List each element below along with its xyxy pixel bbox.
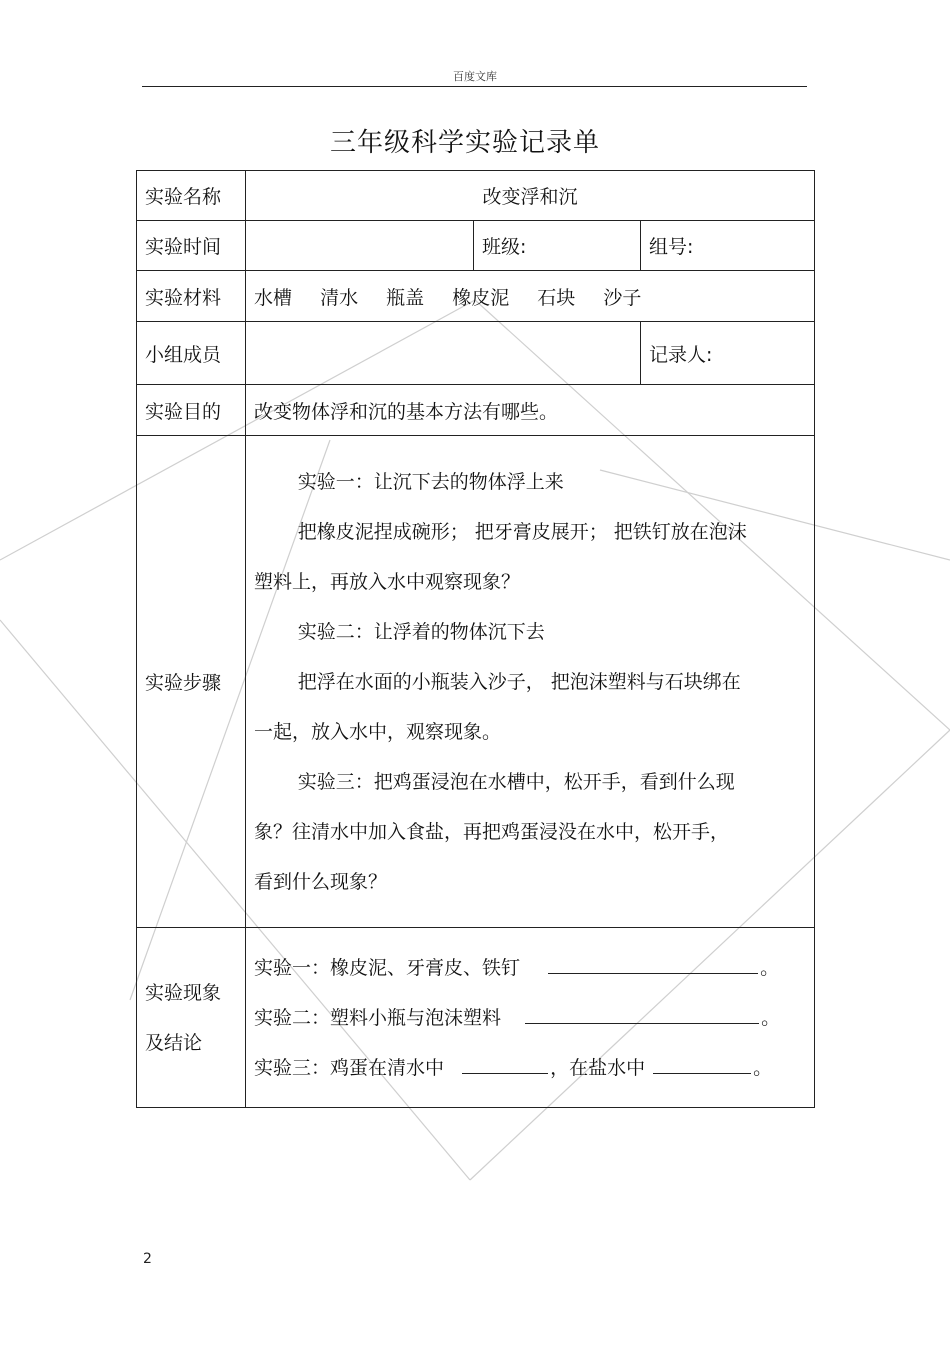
result-exp1 — [254, 943, 806, 993]
step-exp3-body-end: 看到什么现象？ — [254, 870, 388, 893]
page-number: 2 — [143, 1251, 152, 1267]
row-purpose — [137, 385, 815, 436]
label-experiment-name: 实验名称 — [137, 171, 246, 221]
step-exp2-body: 把浮在水面的小瓶装入沙子， 把泡沫塑料与石块绑在 — [297, 670, 741, 693]
value-experiment-name: 改变浮和沉 — [246, 171, 815, 221]
row-steps — [137, 436, 815, 928]
result-exp1-text: 实验一：橡皮泥、牙膏皮、铁钉 — [254, 956, 521, 979]
result-exp3-text-b: ，在盐水中 — [550, 1056, 646, 1079]
period: 。 — [761, 1006, 781, 1029]
experiment-record-table — [136, 170, 815, 1108]
material-item: 水槽 — [254, 286, 293, 309]
value-materials — [246, 271, 815, 322]
step-exp1-body: 把橡皮泥捏成碗形； 把牙膏皮展开； 把铁钉放在泡沫 — [297, 520, 747, 543]
field-class[interactable]: 班级: — [474, 221, 641, 271]
field-recorder[interactable]: 记录人: — [641, 322, 815, 385]
result-exp2 — [254, 993, 806, 1043]
result-exp3-clear-water-blank[interactable] — [462, 1053, 548, 1074]
result-exp3 — [254, 1043, 806, 1093]
label-purpose: 实验目的 — [137, 385, 246, 436]
result-exp2-text: 实验二：塑料小瓶与泡沫塑料 — [254, 1006, 502, 1029]
label-steps: 实验步骤 — [137, 436, 246, 928]
result-exp1-blank[interactable] — [548, 953, 758, 974]
label-results-line1: 实验现象 — [145, 981, 222, 1004]
material-item: 石块 — [537, 286, 576, 309]
material-item: 沙子 — [603, 286, 642, 309]
step-exp1-title: 实验一：让沉下去的物体浮上来 — [297, 470, 564, 493]
material-item: 橡皮泥 — [452, 286, 510, 309]
row-experiment-name — [137, 171, 815, 221]
material-item: 瓶盖 — [386, 286, 425, 309]
step-exp1-body-cont: 塑料上，再放入水中观察现象？ — [254, 570, 521, 593]
period: 。 — [760, 956, 780, 979]
field-group-number[interactable]: 组号: — [641, 221, 815, 271]
value-results — [246, 928, 815, 1108]
field-experiment-time[interactable] — [246, 221, 474, 271]
header-site-name: 百度文库 — [453, 70, 497, 83]
label-experiment-time: 实验时间 — [137, 221, 246, 271]
label-materials: 实验材料 — [137, 271, 246, 322]
value-steps — [246, 436, 815, 928]
label-results — [137, 928, 246, 1108]
label-members: 小组成员 — [137, 322, 246, 385]
row-materials — [137, 271, 815, 322]
step-exp2-body-cont: 一起，放入水中，观察现象。 — [254, 720, 502, 743]
result-exp3-text: 实验三：鸡蛋在清水中 — [254, 1056, 445, 1079]
row-results — [137, 928, 815, 1108]
result-exp2-blank[interactable] — [525, 1003, 759, 1024]
step-exp2-title: 实验二：让浮着的物体沉下去 — [297, 620, 545, 643]
row-members — [137, 322, 815, 385]
document-title: 三年级科学实验记录单 — [329, 128, 600, 158]
result-exp3-salt-water-blank[interactable] — [653, 1053, 751, 1074]
field-members[interactable] — [246, 322, 641, 385]
period: 。 — [753, 1056, 773, 1079]
step-exp3-body: 实验三：把鸡蛋浸泡在水槽中，松开手，看到什么现 — [297, 770, 735, 793]
material-item: 清水 — [320, 286, 359, 309]
header-divider — [142, 86, 807, 87]
row-experiment-time — [137, 221, 815, 271]
label-results-line2: 及结论 — [145, 1031, 203, 1054]
step-exp3-body-cont: 象？往清水中加入食盐，再把鸡蛋浸没在水中，松开手， — [254, 820, 730, 843]
value-purpose: 改变物体浮和沉的基本方法有哪些。 — [246, 385, 815, 436]
